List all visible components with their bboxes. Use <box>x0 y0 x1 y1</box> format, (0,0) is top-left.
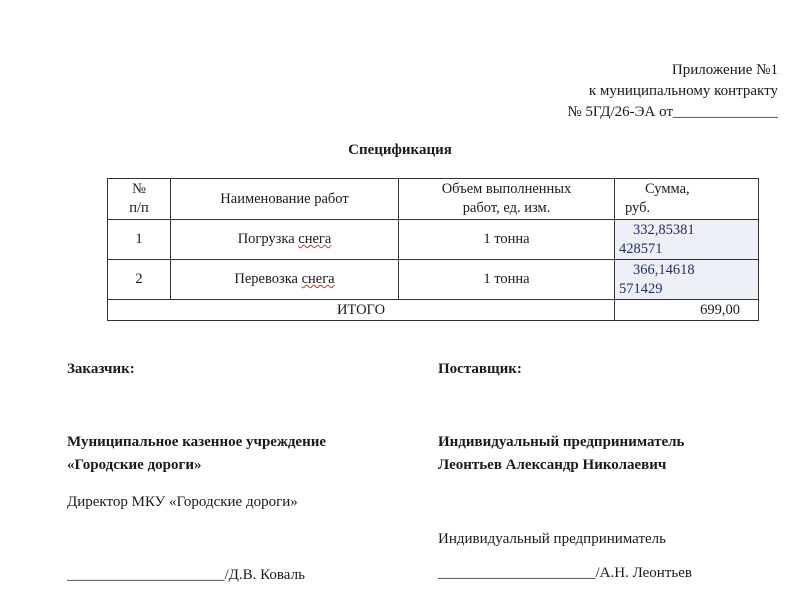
header-num-line1: № <box>132 181 146 197</box>
row-volume: 1 тонна <box>399 260 615 300</box>
header-sum <box>615 179 759 220</box>
table-row <box>108 260 759 300</box>
row-name <box>171 260 399 300</box>
row-name-word: снега <box>298 231 332 247</box>
customer-org-line1: Муниципальное казенное учреждение <box>67 434 327 450</box>
page-title: Спецификация <box>348 142 452 158</box>
customer-org-line2: «Городские дороги» <box>67 457 202 473</box>
header-num <box>108 179 171 220</box>
supplier-org-line1: Индивидуальный предприниматель <box>438 434 685 450</box>
row-sum-line2: 571429 <box>619 280 663 297</box>
supplier-label: Поставщик: <box>438 361 522 377</box>
supplier-org-line2: Леонтьев Александр Николаевич <box>438 457 667 473</box>
row-name <box>171 220 399 260</box>
row-volume: 1 тонна <box>399 220 615 260</box>
header-name: Наименование работ <box>171 179 399 220</box>
row-num: 2 <box>108 260 171 300</box>
total-label: ИТОГО <box>108 300 615 321</box>
appendix-number: Приложение №1 <box>671 62 778 78</box>
header-volume-line2: работ, ед. изм. <box>462 200 551 216</box>
header-volume <box>399 179 615 220</box>
row-sum-line1: 332,85381 <box>633 221 695 238</box>
customer-position: Директор МКУ «Городские дороги» <box>67 494 298 510</box>
row-sum[interactable] <box>615 260 759 300</box>
supplier-position: Индивидуальный предприниматель <box>438 531 666 547</box>
row-sum[interactable] <box>615 220 759 260</box>
header-sum-line1: Сумма, <box>645 181 690 197</box>
row-num: 1 <box>108 220 171 260</box>
header-volume-line1: Объем выполненных <box>441 181 572 197</box>
row-sum-line2: 428571 <box>619 240 663 257</box>
header-num-line2: п/п <box>129 200 149 216</box>
table-total-row <box>108 300 759 321</box>
contract-number: № 5ГД/26-ЭА от______________ <box>567 104 778 120</box>
row-name-prefix: Погрузка <box>237 231 299 247</box>
total-value: 699,00 <box>615 300 759 321</box>
row-sum-line1: 366,14618 <box>633 261 695 278</box>
header-sum-line2: руб. <box>625 200 651 216</box>
table-row <box>108 220 759 260</box>
row-name-word: снега <box>301 271 335 287</box>
customer-label: Заказчик: <box>67 361 135 377</box>
row-name-prefix: Перевозка <box>234 271 302 287</box>
supplier-signature: _____________________/А.Н. Леонтьев <box>438 565 692 581</box>
contract-reference: к муниципальному контракту <box>588 83 778 99</box>
customer-signature: _____________________/Д.В. Коваль <box>67 567 305 583</box>
specification-table <box>107 178 759 321</box>
table-header-row <box>108 179 759 220</box>
